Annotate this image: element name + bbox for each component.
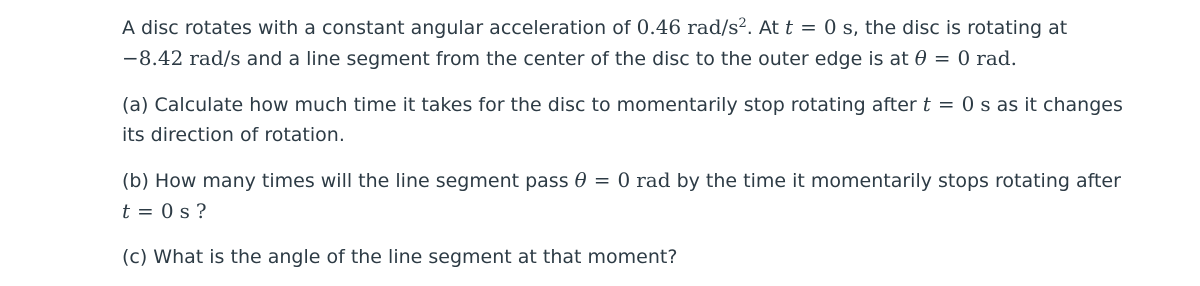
omega-value: −8.42 bbox=[122, 46, 184, 70]
intro-text-3: , the disc is rotating at bbox=[852, 17, 1068, 39]
part-a-text-2: as it changes bbox=[990, 94, 1123, 116]
accel-exponent: 2 bbox=[738, 15, 747, 31]
problem-statement bbox=[122, 12, 1182, 272]
part-a-text-3: its direction of rotation. bbox=[122, 124, 345, 146]
equals-sign: = bbox=[937, 92, 955, 116]
intro-paragraph bbox=[122, 12, 1182, 74]
question-mark: ? bbox=[195, 199, 207, 223]
var-t: t bbox=[922, 92, 931, 116]
t-unit: s bbox=[980, 92, 991, 116]
var-theta: θ bbox=[914, 46, 927, 70]
theta-value: 0 bbox=[617, 168, 631, 192]
intro-text-1: A disc rotates with a constant angular acceleration of bbox=[122, 17, 637, 39]
part-c-question bbox=[122, 242, 1182, 272]
equals-sign: = bbox=[137, 199, 154, 223]
accel-value: 0.46 bbox=[636, 15, 682, 39]
accel-unit: rad/s bbox=[687, 15, 739, 39]
var-t: t bbox=[785, 15, 794, 39]
intro-text-2: . At bbox=[746, 17, 786, 39]
t0-value: 0 bbox=[823, 15, 837, 39]
part-b-question bbox=[122, 165, 1182, 227]
intro-text-4: and a line segment from the center of the disc to the outer edge is at bbox=[240, 48, 915, 70]
part-b-text-2: by the time it momentarily stops rotating after bbox=[670, 170, 1121, 192]
part-a-question bbox=[122, 89, 1182, 150]
theta-unit: rad bbox=[976, 46, 1011, 70]
equals-sign: = bbox=[593, 168, 611, 192]
t-unit: s bbox=[179, 199, 190, 223]
part-c-text: (c) What is the angle of the line segment at that moment? bbox=[122, 246, 678, 268]
part-a-text-1: (a) Calculate how much time it takes for the disc to momentarily stop rotating after bbox=[122, 94, 923, 116]
theta-unit: rad bbox=[636, 168, 671, 192]
equals-sign: = bbox=[800, 15, 817, 39]
equals-sign: = bbox=[933, 46, 951, 70]
intro-text-5: . bbox=[1010, 46, 1017, 70]
var-theta: θ bbox=[574, 168, 587, 192]
t-value: 0 bbox=[961, 92, 975, 116]
var-t: t bbox=[122, 199, 131, 223]
t-value: 0 bbox=[160, 199, 174, 223]
t0-unit: s bbox=[842, 15, 853, 39]
theta-value: 0 bbox=[957, 46, 971, 70]
omega-unit: rad/s bbox=[189, 46, 241, 70]
part-b-text-1: (b) How many times will the line segment pass bbox=[122, 170, 575, 192]
